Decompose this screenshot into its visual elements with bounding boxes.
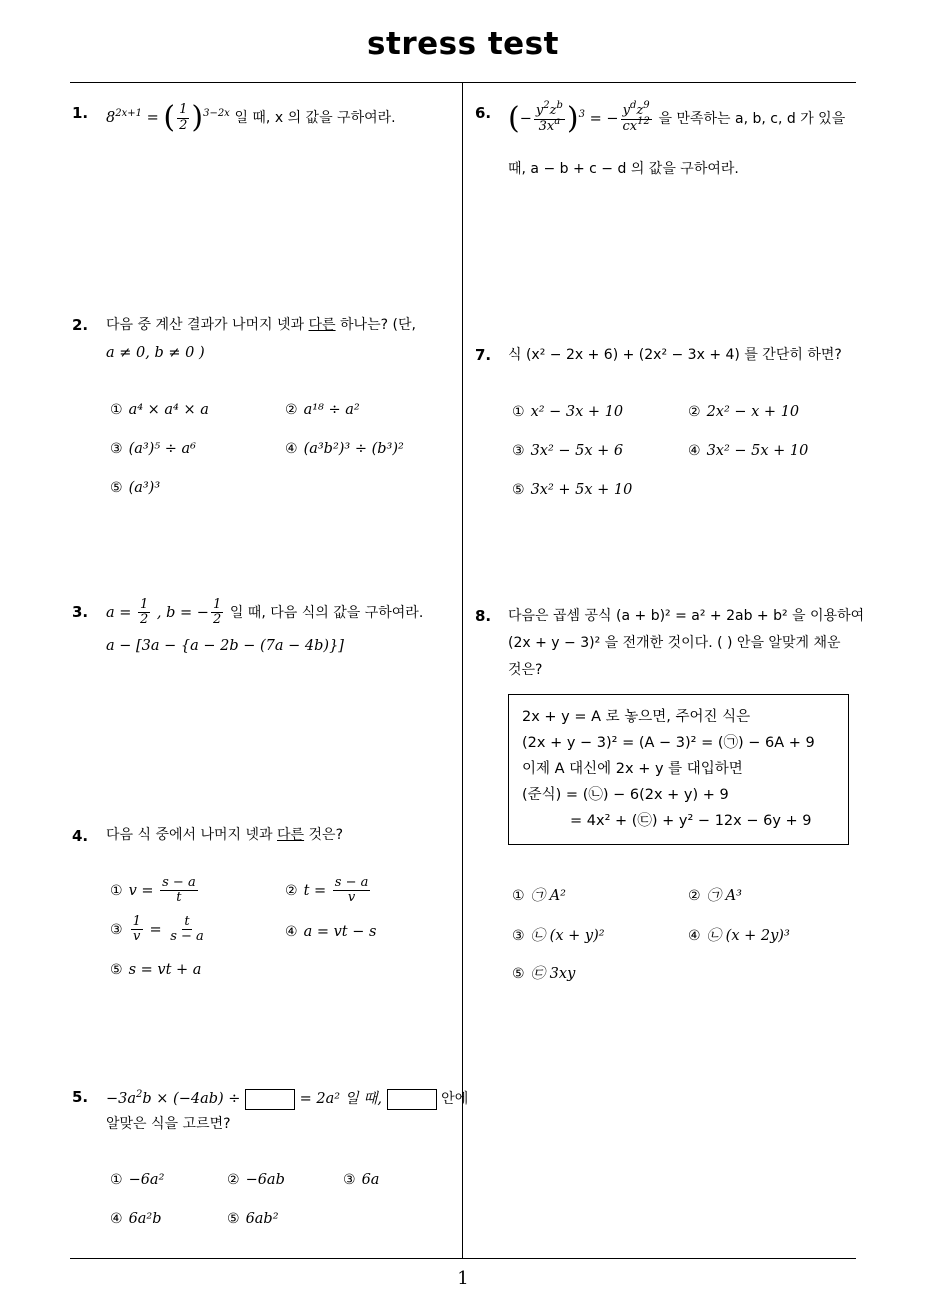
option-1[interactable]: ① x² − 3x + 10 bbox=[512, 404, 624, 420]
question-number: 1. bbox=[72, 104, 89, 122]
derivation-line: 이제 A 대신에 2x + y 를 대입하면 bbox=[522, 761, 743, 777]
question-condition: a ≠ 0, b ≠ 0 ) bbox=[106, 345, 205, 361]
question-text: 식 (x² − 2x + 6) + (2x² − 3x + 4) 를 간단히 하면? bbox=[508, 347, 842, 363]
question-expression: a − [3a − {a − 2b − (7a − 4b)}] bbox=[106, 638, 344, 654]
question-text: (− $\frac{y^2z^b}{3x^a}$ )$^3$ = − $\frac{y^dz^9}{cx^{12}}$ 을 만족하는 a, b, c, d 가 있을 bbox=[508, 100, 846, 136]
derivation-line: 2x + y = A 로 놓으면, 주어진 식은 bbox=[522, 709, 751, 725]
page-title: stress test bbox=[367, 26, 559, 62]
option-1[interactable]: ① a⁴ × a⁴ × a bbox=[110, 402, 209, 418]
option-3[interactable]: ③ 3x² − 5x + 6 bbox=[512, 443, 624, 459]
option-5[interactable]: ⑤ ㉢ 3xy bbox=[512, 966, 576, 982]
option-1[interactable]: ① −6a² bbox=[110, 1172, 165, 1188]
derivation-box bbox=[508, 694, 849, 845]
option-2[interactable]: ② t = $\frac{s - a}{v}$ bbox=[285, 875, 369, 906]
question-number: 5. bbox=[72, 1088, 89, 1106]
option-1[interactable]: ① v = $\frac{s - a}{t}$ bbox=[110, 875, 196, 906]
answer-blank bbox=[387, 1089, 437, 1110]
option-3[interactable]: ③ 6a bbox=[343, 1172, 380, 1188]
question-number: 4. bbox=[72, 827, 89, 845]
answer-blank bbox=[245, 1089, 295, 1110]
question-text-line2: 알맞은 식을 고르면? bbox=[106, 1116, 231, 1132]
option-4[interactable]: ④ (a³b²)³ ÷ (b³)² bbox=[285, 441, 404, 457]
column-divider bbox=[462, 82, 463, 1258]
question-number: 7. bbox=[475, 346, 492, 364]
question-number: 2. bbox=[72, 316, 89, 334]
derivation-line: (2x + y − 3)² = (A − 3)² = (㉠) − 6A + 9 bbox=[522, 735, 815, 751]
option-1[interactable]: ① ㉠ A² bbox=[512, 888, 566, 904]
option-5[interactable]: ⑤ 3x² + 5x + 10 bbox=[512, 482, 633, 498]
derivation-line: = 4x² + (㉢) + y² − 12x − 6y + 9 bbox=[570, 813, 812, 829]
option-4[interactable]: ④ a = vt − s bbox=[285, 924, 377, 940]
question-text-line2: (2x + y − 3)² 을 전개한 것이다. ( ) 안을 알맞게 채운 bbox=[508, 635, 841, 651]
footer-rule bbox=[70, 1258, 856, 1259]
equation: $8^{2x+1}$ = ( $\frac{1}{2}$ )$^{3-2x}$ bbox=[106, 100, 230, 135]
question-number: 8. bbox=[475, 607, 492, 625]
question-text: $-3a^2b \times (-4ab)$ ÷ = 2a² 일 때, 안에 bbox=[106, 1086, 468, 1113]
option-5[interactable]: ⑤ s = vt + a bbox=[110, 962, 202, 978]
option-3[interactable]: ③ (a³)⁵ ÷ a⁶ bbox=[110, 441, 196, 457]
page-number: 1 bbox=[457, 1268, 469, 1289]
question-text: 다음 식 중에서 나머지 넷과 다른 것은? bbox=[106, 827, 344, 843]
question-text-line2: 때, a − b + c − d 의 값을 구하여라. bbox=[508, 161, 739, 177]
question-text-line3: 것은? bbox=[508, 662, 543, 678]
question-text: a = $\frac{1}{2}$ , b = − $\frac{1}{2}$ 일 때, 다음 식의 값을 구하여라. bbox=[106, 597, 424, 628]
question-number: 6. bbox=[475, 104, 492, 122]
header-rule bbox=[70, 82, 856, 83]
option-4[interactable]: ④ 3x² − 5x + 10 bbox=[688, 443, 809, 459]
question-text: 다음 중 계산 결과가 나머지 넷과 다른 하나는? (단, bbox=[106, 317, 416, 333]
option-2[interactable]: ② −6ab bbox=[227, 1172, 285, 1188]
option-2[interactable]: ② ㉠ A³ bbox=[688, 888, 742, 904]
question-text-line1: 다음은 곱셈 공식 (a + b)² = a² + 2ab + b² 을 이용하여 bbox=[508, 608, 865, 624]
option-5[interactable]: ⑤ (a³)³ bbox=[110, 480, 161, 496]
option-4[interactable]: ④ 6a²b bbox=[110, 1211, 162, 1227]
option-2[interactable]: ② a¹⁸ ÷ a² bbox=[285, 402, 360, 418]
option-3[interactable]: ③ ㉡ (x + y)² bbox=[512, 928, 605, 944]
derivation-line: (준식) = (㉡) − 6(2x + y) + 9 bbox=[522, 787, 729, 803]
option-5[interactable]: ⑤ 6ab² bbox=[227, 1211, 279, 1227]
option-4[interactable]: ④ ㉡ (x + 2y)³ bbox=[688, 928, 790, 944]
question-number: 3. bbox=[72, 603, 89, 621]
option-2[interactable]: ② 2x² − x + 10 bbox=[688, 404, 800, 420]
option-3[interactable]: ③ $\frac{1}{v}$ = $\frac{t}{s - a}$ bbox=[110, 914, 204, 945]
question-text: $8^{2x+1}$ = ( $\frac{1}{2}$ )$^{3-2x}$ 일 때, x 의 값을 구하여라. bbox=[106, 100, 396, 135]
